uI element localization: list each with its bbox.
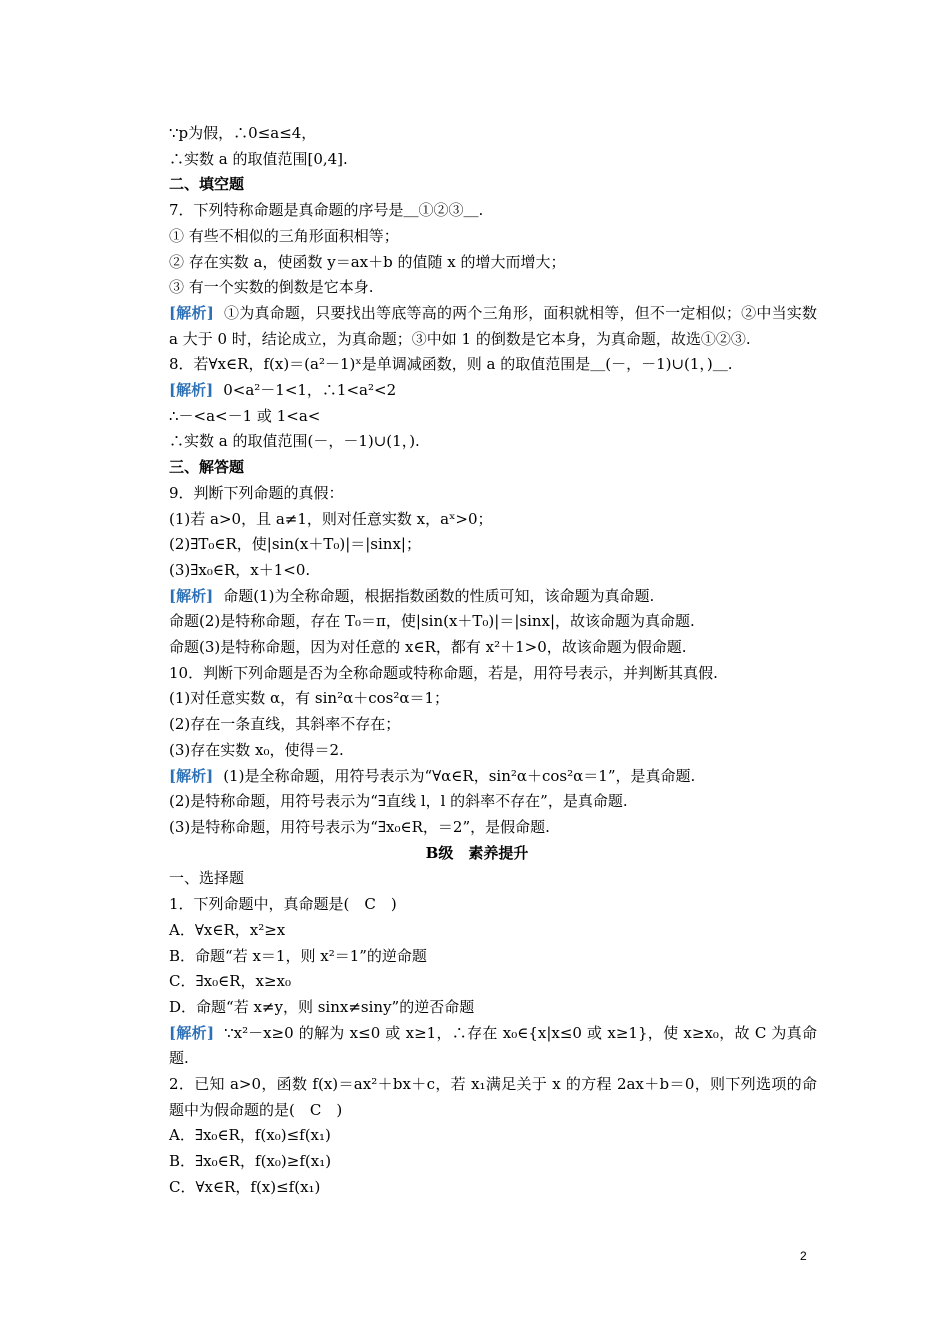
text-line bbox=[137, 995, 817, 1021]
line-text: (1)若 a>0，且 a≠1，则对任意实数 x，aˣ>0； bbox=[169, 509, 493, 528]
line-text: C．∃x₀∈R，x≥x₀ bbox=[169, 972, 291, 991]
line-text: ∵p为假，∴0≤a≤4， bbox=[169, 124, 317, 142]
line-text: A．∀x∈R，x²≥x bbox=[169, 920, 286, 939]
text-line bbox=[137, 712, 817, 738]
line-text: 命题(3)是特称命题，因为对任意的 x∈R，都有 x²＋1>0，故该命题为假命题. bbox=[169, 638, 687, 657]
text-line bbox=[137, 1175, 817, 1201]
line-text: ∵x²－x≥0 的解为 x≤0 或 x≥1，∴存在 x₀∈{x|x≤0 或 x≥1}，使 x≥x₀，故 C 为真命题. bbox=[169, 1023, 817, 1068]
text-line bbox=[137, 635, 817, 661]
analysis-tag: [解析] bbox=[169, 303, 214, 322]
text-line bbox=[137, 404, 817, 430]
text-line bbox=[137, 532, 817, 558]
text-line bbox=[137, 1149, 817, 1175]
text-line bbox=[137, 121, 817, 147]
text-line bbox=[137, 224, 817, 250]
line-text: ∴－<a<－1 或 1<a< bbox=[169, 406, 321, 425]
line-text: (2)是特称命题，用符号表示为“∃直线 l，l 的斜率不存在”，是真命题. bbox=[169, 792, 628, 811]
line-text: (2)存在一条直线，其斜率不存在； bbox=[169, 715, 401, 734]
line-text: ③ 有一个实数的倒数是它本身. bbox=[169, 278, 374, 297]
text-line bbox=[137, 481, 817, 507]
line-text: B．∃x₀∈R，f(x₀)≥f(x₁) bbox=[169, 1152, 332, 1171]
text-line bbox=[137, 764, 817, 790]
line-text: 二、填空题 bbox=[169, 175, 245, 194]
text-line bbox=[137, 1021, 817, 1072]
line-text: 1．下列命题中，真命题是( C ) bbox=[169, 895, 397, 914]
line-text: (3)存在实数 x₀，使得＝2. bbox=[169, 740, 344, 759]
line-text: ∴实数 a 的取值范围[0,4]. bbox=[169, 149, 348, 168]
text-line bbox=[137, 738, 817, 764]
text-line bbox=[137, 558, 817, 584]
line-text: (3)∃x₀∈R，x＋1<0. bbox=[169, 560, 311, 579]
text-line bbox=[137, 892, 817, 918]
analysis-tag: [解析] bbox=[169, 766, 214, 785]
line-text: 10．判断下列命题是否为全称命题或特称命题，若是，用符号表示，并判断其真假. bbox=[169, 663, 718, 682]
line-text: 命题(2)是特称命题，存在 T₀＝π，使|sin(x＋T₀)|＝|sinx|，故该命题为真命题. bbox=[169, 612, 695, 631]
text-line bbox=[137, 275, 817, 301]
line-text: 2．已知 a>0，函数 f(x)＝ax²＋bx＋c，若 x₁满足关于 x 的方程 2ax＋b＝0，则下列选项的命题中为假命题的是( C ) bbox=[169, 1075, 817, 1119]
line-text: (3)是特称命题，用符号表示为“∃x₀∈R，＝2”，是假命题. bbox=[169, 817, 550, 836]
text-line bbox=[137, 378, 817, 404]
text-line bbox=[137, 789, 817, 815]
line-text: (1)对任意实数 α，有 sin²α＋cos²α＝1； bbox=[169, 689, 450, 708]
line-text: 7．下列特称命题是真命题的序号是＿①②③＿. bbox=[169, 201, 484, 220]
text-line bbox=[137, 352, 817, 378]
level-heading bbox=[137, 841, 817, 867]
page-content bbox=[137, 121, 817, 1201]
line-text: A．∃x₀∈R，f(x₀)≤f(x₁) bbox=[169, 1126, 331, 1145]
line-text: (1)是全称命题，用符号表示为“∀α∈R，sin²α＋cos²α＝1”，是真命题. bbox=[223, 766, 696, 785]
line-text: 三、解答题 bbox=[169, 458, 245, 477]
text-line bbox=[137, 507, 817, 533]
section-heading bbox=[137, 172, 817, 198]
line-text: B级 素养提升 bbox=[425, 843, 529, 862]
analysis-tag: [解析] bbox=[169, 1023, 215, 1042]
text-line bbox=[137, 866, 817, 892]
line-text: B．命题“若 x＝1，则 x²＝1”的逆命题 bbox=[169, 946, 427, 965]
text-line bbox=[137, 1123, 817, 1149]
text-line bbox=[137, 686, 817, 712]
text-line bbox=[137, 815, 817, 841]
text-line bbox=[137, 147, 817, 173]
analysis-tag: [解析] bbox=[169, 381, 214, 400]
text-line bbox=[137, 584, 817, 610]
text-line bbox=[137, 944, 817, 970]
line-text: (2)∃T₀∈R，使|sin(x＋T₀)|＝|sinx|； bbox=[169, 535, 421, 554]
line-text: ① 有些不相似的三角形面积相等； bbox=[169, 226, 399, 245]
line-text: C．∀x∈R，f(x)≤f(x₁) bbox=[169, 1177, 321, 1196]
line-text: ∴实数 a 的取值范围(－，－1)∪(1，). bbox=[169, 432, 420, 451]
line-text: 命题(1)为全称命题，根据指数函数的性质可知，该命题为真命题. bbox=[223, 586, 655, 605]
text-line bbox=[137, 301, 817, 352]
line-text: D．命题“若 x≠y，则 sinx≠siny”的逆否命题 bbox=[169, 997, 475, 1016]
line-text: 0<a²－1<1，∴1<a²<2 bbox=[223, 381, 397, 400]
text-line bbox=[137, 661, 817, 687]
line-text: 一、选择题 bbox=[169, 869, 245, 888]
text-line bbox=[137, 609, 817, 635]
text-line bbox=[137, 969, 817, 995]
page-number: 2 bbox=[800, 1249, 807, 1263]
line-text: 9．判断下列命题的真假： bbox=[169, 483, 344, 502]
line-text: ①为真命题，只要找出等底等高的两个三角形，面积就相等，但不一定相似；②中当实数 a 大于 0 时，结论成立，为真命题；③中如 1 的倒数是它本身，为真命题，故选①②③. bbox=[169, 303, 817, 348]
section-heading bbox=[137, 455, 817, 481]
analysis-tag: [解析] bbox=[169, 586, 214, 605]
text-line bbox=[137, 918, 817, 944]
text-line bbox=[137, 250, 817, 276]
line-text: ② 存在实数 a，使函数 y＝ax＋b 的值随 x 的增大而增大； bbox=[169, 252, 566, 271]
line-text: 8．若∀x∈R，f(x)＝(a²－1)ˣ是单调减函数，则 a 的取值范围是＿(－，－1)∪(1，)＿. bbox=[169, 355, 733, 374]
text-line bbox=[137, 198, 817, 224]
text-line bbox=[137, 1072, 817, 1123]
text-line bbox=[137, 429, 817, 455]
